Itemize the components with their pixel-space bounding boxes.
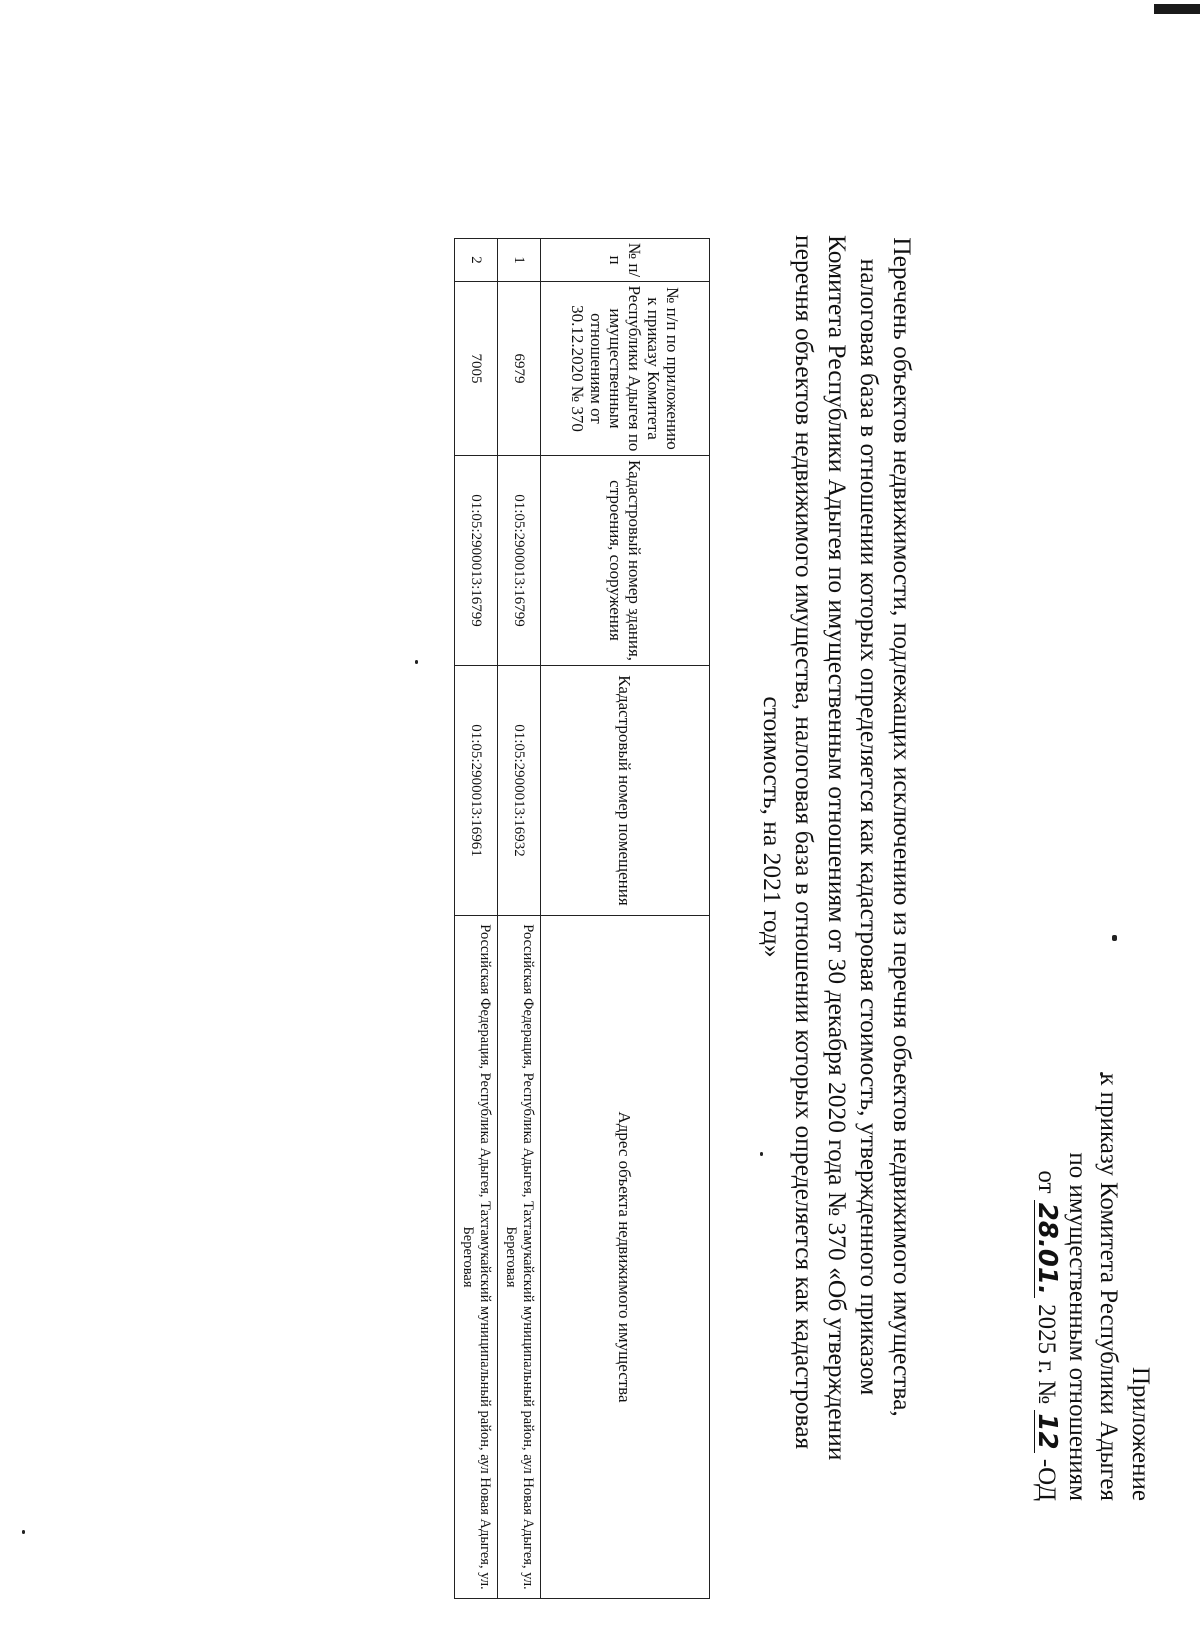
cell-room-cadastral: 01:05:2900013:16961 bbox=[455, 666, 498, 916]
cell-num: 1 bbox=[498, 239, 541, 282]
appendix-date-line bbox=[1033, 1170, 1060, 1501]
table-header-row bbox=[541, 239, 710, 1599]
title-line: Перечень объектов недвижимости, подлежащих исключению из перечня объектов недвижимого имущества, bbox=[888, 237, 917, 1417]
header-ref-num: № п/п по приложению к приказу Комитета Республики Адыгея по имущественным отношениям от 30.12.2020 № 370 bbox=[541, 282, 710, 456]
cell-ref-num: 7005 bbox=[455, 282, 498, 456]
date-year: 2025 г. № bbox=[1033, 1304, 1060, 1405]
document-title bbox=[756, 235, 919, 1461]
header-num: № п/п bbox=[541, 239, 710, 282]
header-building-cadastral: Кадастровый номер здания, строения, сооружения bbox=[541, 456, 710, 666]
title-line: Комитета Республики Адыгея по имущественным отношениям от 30 декабря 2020 года № 370 «Об утверждении bbox=[823, 235, 852, 1461]
title-line: стоимость, на 2021 год» bbox=[758, 696, 787, 958]
cell-building-cadastral: 01:05:2900013:16799 bbox=[455, 456, 498, 666]
number-suffix: -ОД bbox=[1033, 1458, 1060, 1501]
appendix-order-ref: к приказу Комитета Республики Адыгея bbox=[1095, 1073, 1122, 1501]
table-row bbox=[498, 239, 541, 1599]
handwritten-number: 12 bbox=[1034, 1410, 1059, 1452]
cell-room-cadastral: 01:05:2900013:16932 bbox=[498, 666, 541, 916]
cell-building-cadastral: 01:05:2900013:16799 bbox=[498, 456, 541, 666]
header-room-cadastral: Кадастровый номер помещения bbox=[541, 666, 710, 916]
cell-ref-num: 6979 bbox=[498, 282, 541, 456]
handwritten-date: 28.01. bbox=[1034, 1200, 1059, 1298]
cell-num: 2 bbox=[455, 239, 498, 282]
cell-address: Российская Федерация, Республика Адыгея, Тахтамукайский муниципальный район, аул Новая Адыгея, ул. Береговая bbox=[455, 916, 498, 1599]
table-row bbox=[455, 239, 498, 1599]
appendix-committee: по имущественным отношениям bbox=[1064, 1152, 1091, 1501]
property-table bbox=[454, 238, 710, 1599]
appendix-label: Приложение bbox=[1127, 1366, 1154, 1501]
header-address: Адрес объекта недвижимого имущества bbox=[541, 916, 710, 1599]
cell-address: Российская Федерация, Республика Адыгея, Тахтамукайский муниципальный район, аул Новая Адыгея, ул. Береговая bbox=[498, 916, 541, 1599]
title-line: налоговая база в отношении которых определяется как кадастровая стоимость, утвержденного приказом bbox=[855, 258, 885, 1396]
date-prefix: от bbox=[1033, 1170, 1060, 1194]
title-line: перечня объектов недвижимого имущества, налоговая база в отношении которых определяется как кадастровая bbox=[790, 235, 820, 1450]
